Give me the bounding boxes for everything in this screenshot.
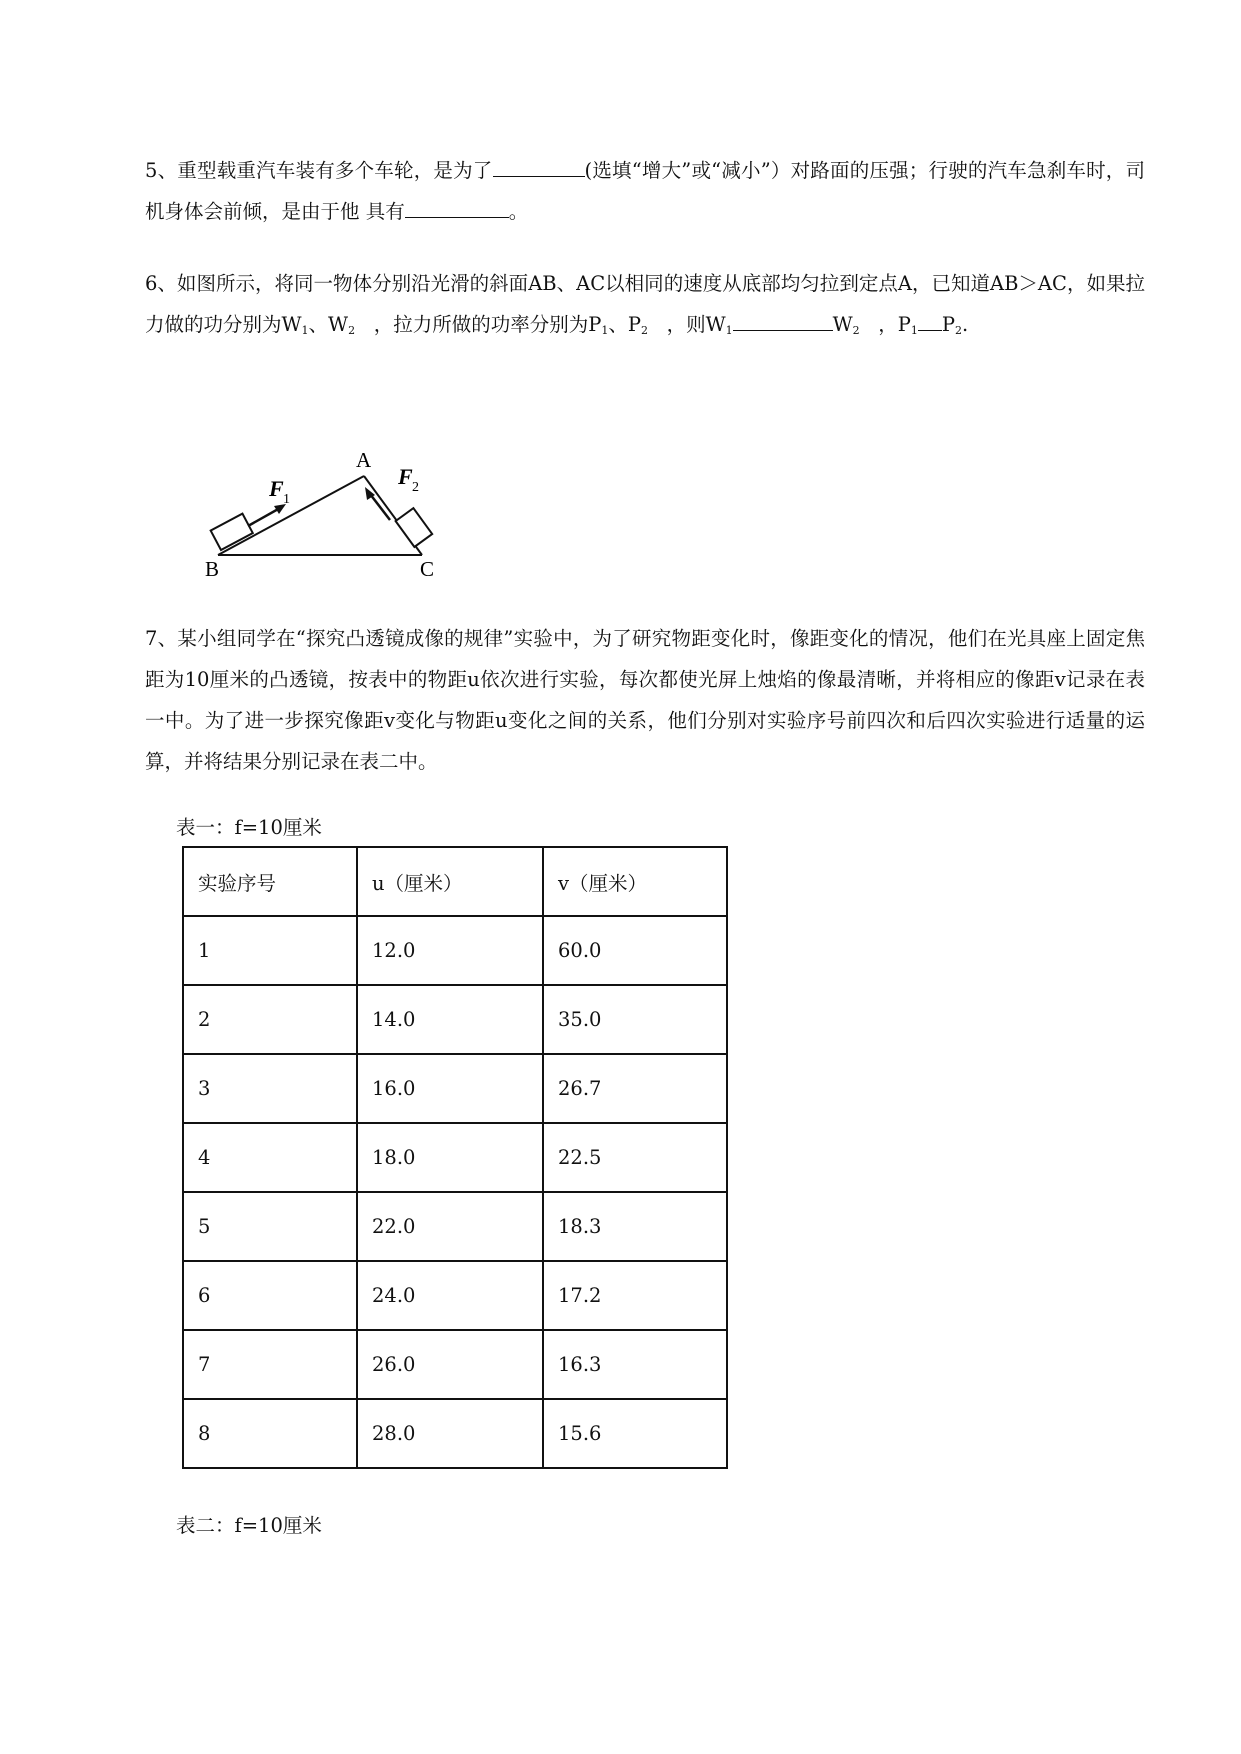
table-cell: 22.5 [543,1123,727,1192]
header-cell: u（厘米） [357,847,543,916]
q6-blank-2[interactable] [918,308,942,331]
label-f1-sub: 1 [283,492,290,507]
q6-sub: 2 [640,324,648,337]
table1-caption: 表一：f=10厘米 [176,816,322,839]
q5-blank-1[interactable] [493,154,585,177]
table-row [183,916,727,985]
q6-sub: 2 [852,324,860,337]
q6-text: ，P [878,313,911,336]
table-cell: 26.0 [357,1330,543,1399]
table-cell: 14.0 [357,985,543,1054]
table-cell: 22.0 [357,1192,543,1261]
q6-text: W [832,313,853,336]
table-cell: 16.3 [543,1330,727,1399]
table-cell: 16.0 [357,1054,543,1123]
label-b: B [205,557,220,581]
table-row [183,1054,727,1123]
q6-text: . [962,313,969,336]
header-cell: v（厘米） [543,847,727,916]
label-c: C [420,557,435,581]
q6-text: P [941,313,956,336]
block-on-ab [211,514,253,550]
table-cell: 5 [183,1192,357,1261]
header-cell: 实验序号 [183,847,357,916]
q6-blank-1[interactable] [733,308,833,331]
table-cell: 8 [183,1399,357,1468]
table-row [183,1123,727,1192]
label-f2: F [398,464,413,489]
table-header-row [183,847,727,916]
table-cell: 1 [183,916,357,985]
q5-text-3: 。 [508,200,529,223]
question-7: 7、某小组同学在“探究凸透镜成像的规律”实验中，为了研究物距变化时，像距变化的情况，他们在光具座上固定焦距为10厘米的凸透镜，按表中的物距u依次进行实验，每次都使光屏上烛焰的像最清晰，并将相应的像距v记录在表一中。为了进一步探究像距v变化与物距u变化之间的关系，他们分别对实验序号前四次和后四次实验进行适量的运算，并将结果分别记录在表二中。 [145,627,1145,773]
table-cell: 18.0 [357,1123,543,1192]
table-row [183,1261,727,1330]
table-cell: 6 [183,1261,357,1330]
table-row [183,1399,727,1468]
table-1 [182,846,728,1469]
q5-text-1: 5、重型载重汽车装有多个车轮，是为了 [145,159,493,182]
q6-sub: 1 [910,324,918,337]
table-cell: 60.0 [543,916,727,985]
q6-sub: 1 [725,324,733,337]
question-6 [145,263,1145,351]
table-cell: 26.7 [543,1054,727,1123]
table-cell: 7 [183,1330,357,1399]
q6-text: ，拉力所做的功率分别为P [373,313,602,336]
table-cell: 24.0 [357,1261,543,1330]
q5-blank-2[interactable] [405,195,509,218]
table-row [183,985,727,1054]
question-5 [145,150,1145,232]
table-cell: 17.2 [543,1261,727,1330]
q6-text: 、P [608,313,641,336]
table-row [183,1330,727,1399]
q6-sub: 2 [955,324,963,337]
table-cell: 3 [183,1054,357,1123]
table-cell: 18.3 [543,1192,727,1261]
table-cell: 15.6 [543,1399,727,1468]
label-f1: F [269,476,284,501]
q6-sub: 2 [348,324,356,337]
label-f2-sub: 2 [412,480,419,495]
table-cell: 2 [183,985,357,1054]
q6-sub: 1 [301,324,309,337]
block-on-ac [396,508,433,547]
table-cell: 28.0 [357,1399,543,1468]
q6-text: ，则W [666,313,726,336]
q5-text-2: (选填“增大”或“减小”）对路面的压强；行驶的汽车急刹车时，司机身体会前倾，是由于他 具有 [145,159,1145,223]
label-a: A [356,448,372,472]
table-row [183,1192,727,1261]
table-cell: 35.0 [543,985,727,1054]
q6-text: 、W [308,313,349,336]
q6-text: 6、如图所示，将同一物体分别沿光滑的斜面AB、AC以相同的速度从底部均匀拉到定点A，已知道AB＞AC，如果拉力做的功分别为W [145,272,1145,336]
table-cell: 4 [183,1123,357,1192]
q6-sub: 1 [601,324,609,337]
table2-caption: 表二：f=10厘米 [176,1514,322,1537]
table-cell: 12.0 [357,916,543,985]
incline-figure [190,420,470,590]
